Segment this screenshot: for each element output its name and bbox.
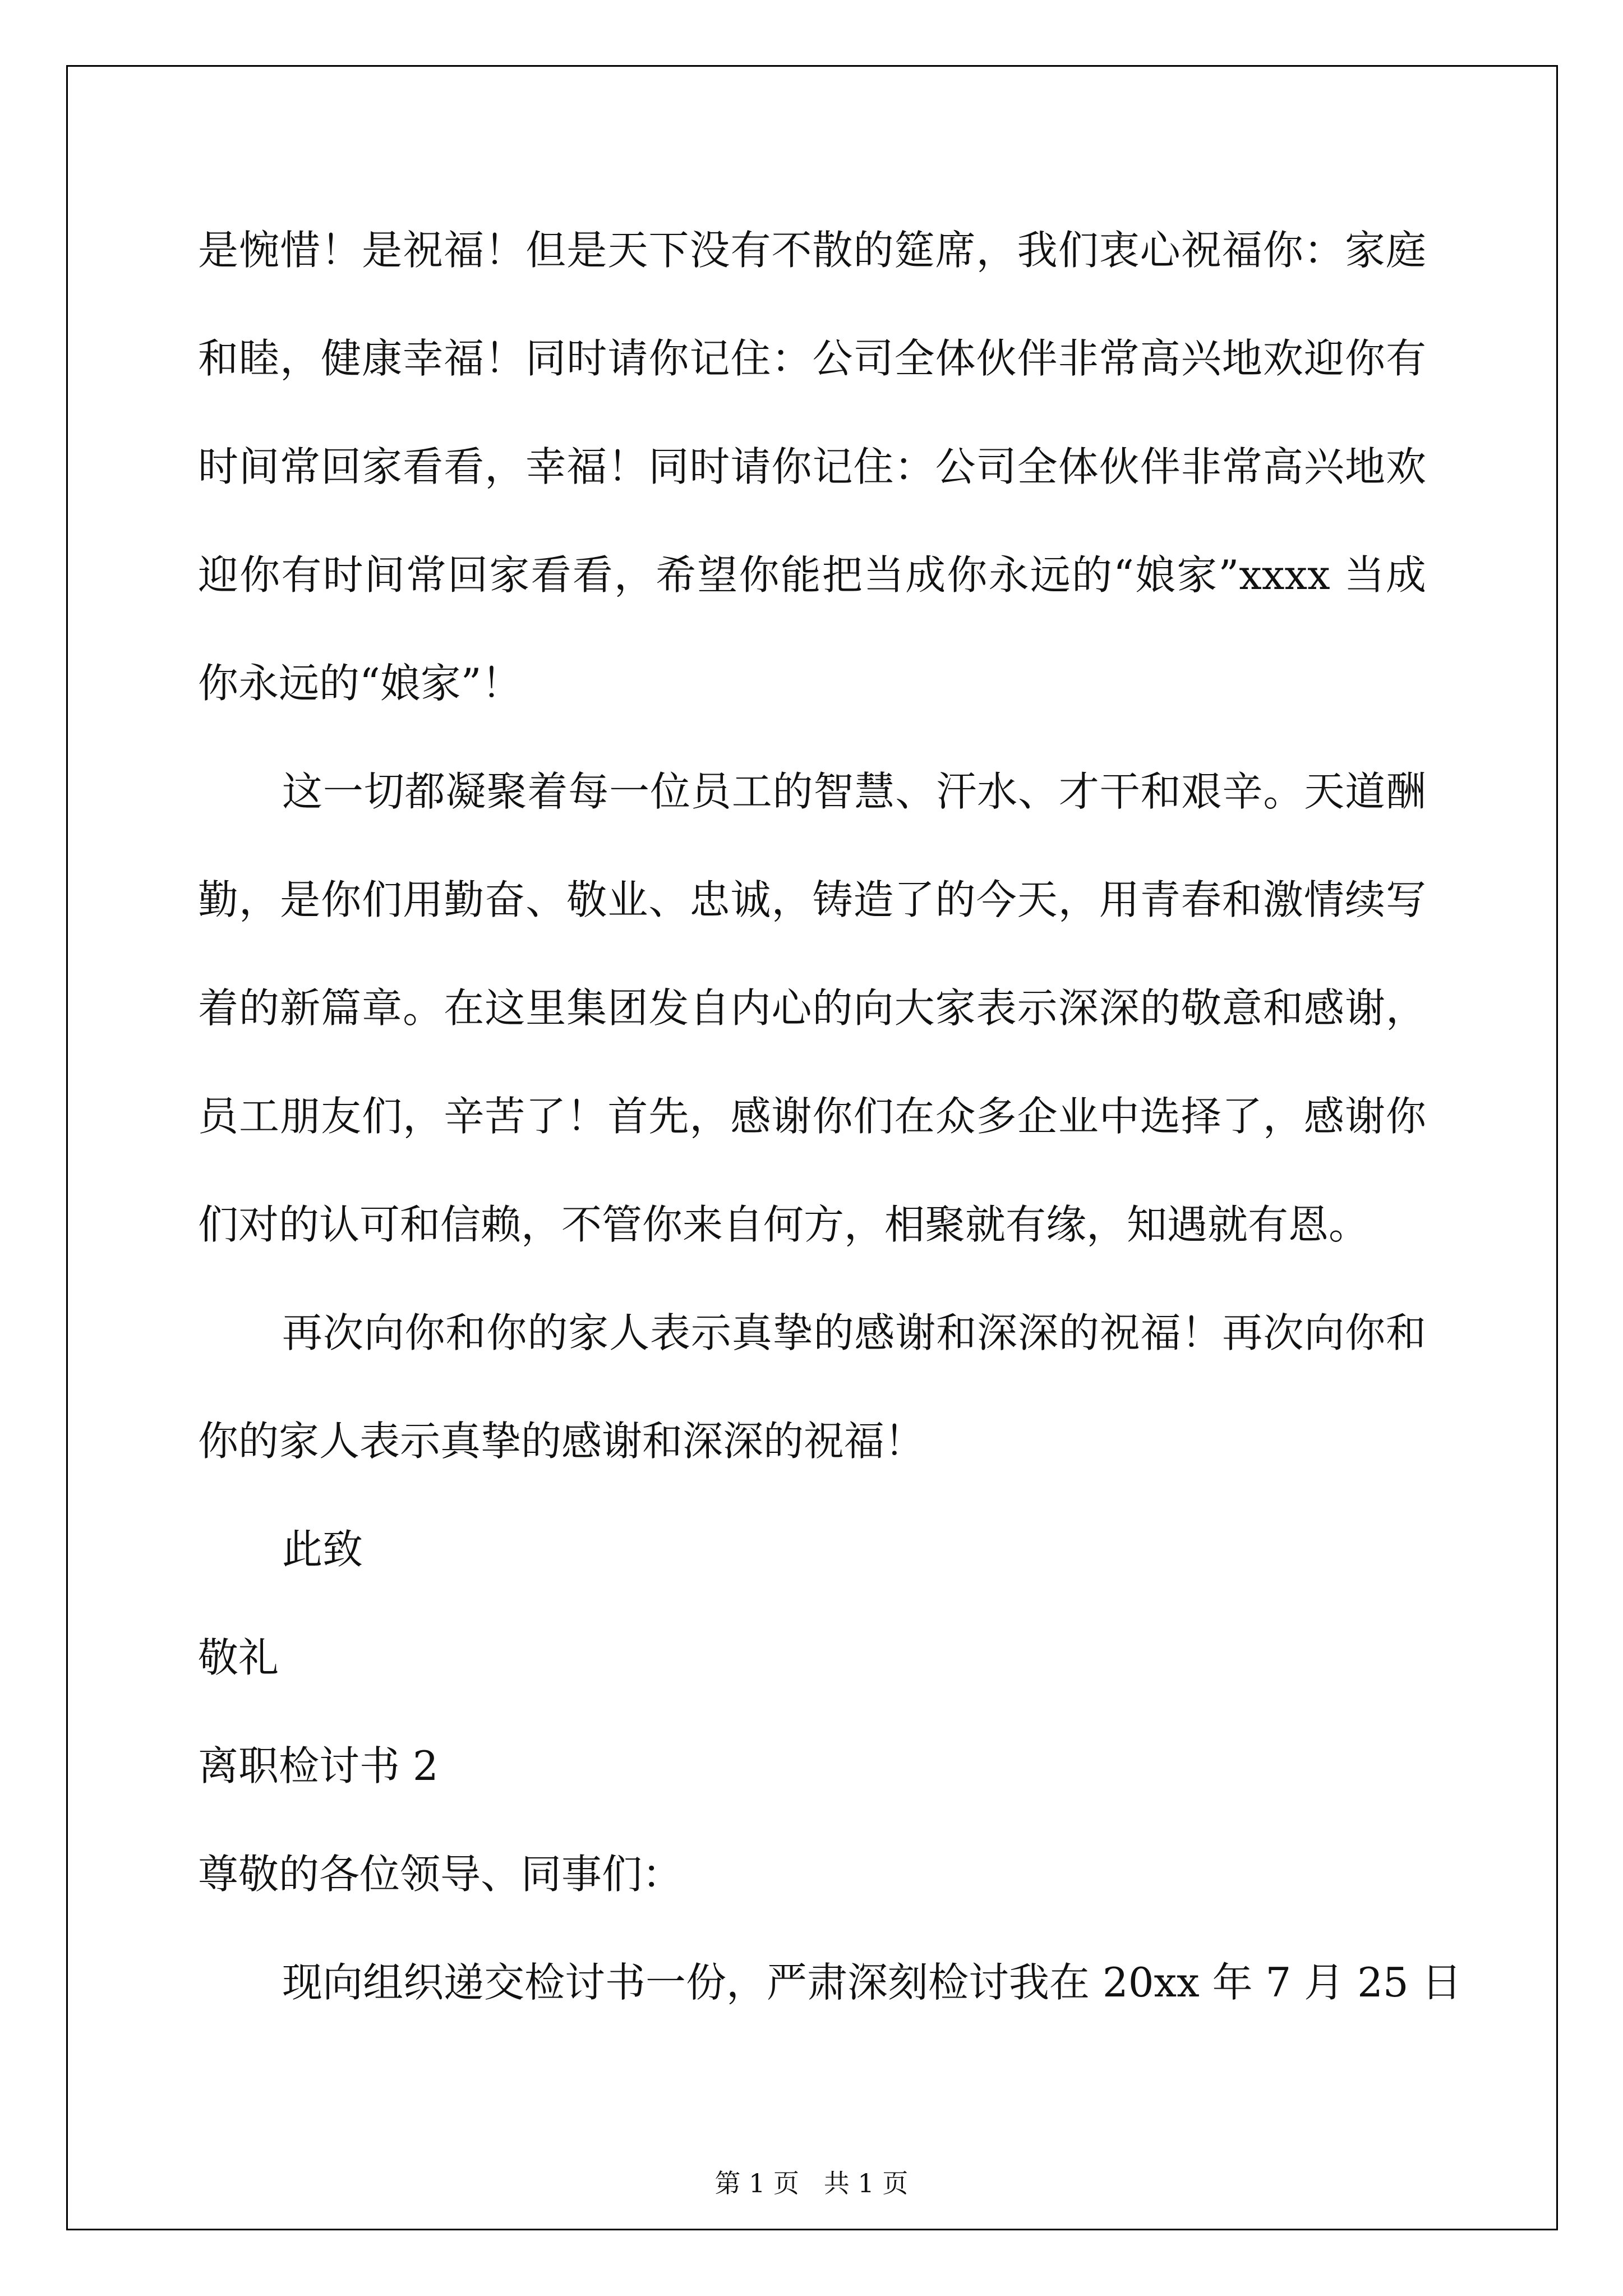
body-line-10: 们对的认可和信赖，不管你来自何方，相聚就有缘，知遇就有恩。 bbox=[198, 1201, 1370, 1248]
body-line-5: 你永远的“娘家”！ bbox=[198, 660, 522, 707]
body-line-17: 现向组织递交检讨书一份，严肃深刻检讨我在 20xx 年 7 月 25 日 bbox=[282, 1959, 1462, 2006]
body-line-1: 是惋惜！是祝福！但是天下没有不散的筵席，我们衷心祝福你：家庭 bbox=[198, 227, 1426, 274]
closing-salutation: 此致 bbox=[282, 1526, 363, 1573]
body-line-9: 员工朋友们，辛苦了！首先，感谢你们在众多企业中选择了，感谢你 bbox=[198, 1093, 1426, 1140]
body-line-8: 着的新篇章。在这里集团发自内心的向大家表示深深的敬意和感谢， bbox=[198, 984, 1426, 1032]
section-title: 离职检讨书 2 bbox=[198, 1742, 439, 1789]
body-line-12: 你的家人表示真挚的感谢和深深的祝福！ bbox=[198, 1418, 925, 1465]
page-number-footer: 第 1 页 共 1 页 bbox=[714, 2168, 909, 2198]
body-line-11: 再次向你和你的家人表示真挚的感谢和深深的祝福！再次向你和 bbox=[282, 1309, 1426, 1356]
body-line-7: 勤，是你们用勤奋、敬业、忠诚，铸造了的今天，用青春和激情续写 bbox=[198, 876, 1426, 923]
body-line-3: 时间常回家看看，幸福！同时请你记住：公司全体伙伴非常高兴地欢 bbox=[198, 443, 1426, 490]
greeting-line: 尊敬的各位领导、同事们： bbox=[198, 1851, 683, 1898]
page-border bbox=[66, 65, 1558, 2230]
body-line-6: 这一切都凝聚着每一位员工的智慧、汗水、才干和艰辛。天道酬 bbox=[282, 768, 1426, 815]
body-line-4: 迎你有时间常回家看看，希望你能把当成你永远的“娘家”xxxx 当成 bbox=[198, 551, 1426, 599]
closing-regards: 敬礼 bbox=[198, 1634, 279, 1681]
body-line-2: 和睦，健康幸福！同时请你记住：公司全体伙伴非常高兴地欢迎你有 bbox=[198, 335, 1426, 382]
